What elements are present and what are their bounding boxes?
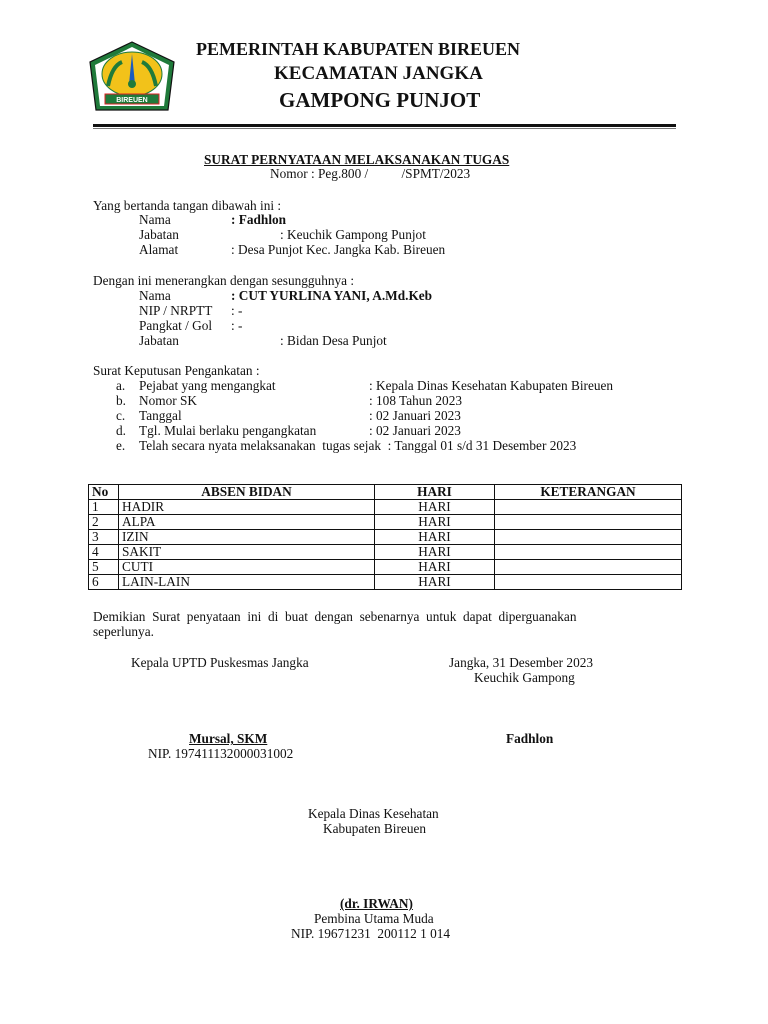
approver-nip: NIP. 19671231 200112 1 014 [291, 926, 451, 941]
attendance-table [88, 484, 682, 590]
sk-value: : 108 Tahun 2023 [369, 393, 463, 408]
sk-label: Nomor SK [139, 393, 197, 408]
approver-rank: Pembina Utama Muda [314, 911, 434, 926]
table-cell: HARI [375, 500, 495, 515]
sk-letter: b. [116, 393, 126, 408]
table-header: HARI [375, 485, 495, 500]
signer-position-label: Jabatan [139, 227, 179, 242]
subject-position-label: Jabatan [139, 333, 179, 348]
table-cell [495, 545, 682, 560]
sk-value: : 02 Januari 2023 [369, 423, 461, 438]
table-cell: 1 [89, 500, 119, 515]
table-row [89, 575, 682, 590]
approver-title: Kepala Dinas Kesehatan [308, 806, 439, 821]
table-cell [495, 560, 682, 575]
table-cell: CUTI [119, 560, 375, 575]
table-header: KETERANGAN [495, 485, 682, 500]
sk-heading: Surat Keputusan Pengankatan : [93, 363, 260, 378]
signer-address-label: Alamat [139, 242, 179, 257]
header-line1: PEMERINTAH KABUPATEN BIREUEN [196, 39, 521, 59]
sign-left-nip: NIP. 197411132000031002 [148, 746, 294, 761]
sk-value: : 02 Januari 2023 [369, 408, 461, 423]
sign-left-title: Kepala UPTD Puskesmas Jangka [131, 655, 309, 670]
header-rule-thin [93, 128, 676, 129]
table-header-row [89, 485, 682, 500]
table-cell: 3 [89, 530, 119, 545]
table-cell: 6 [89, 575, 119, 590]
sk-letter: d. [116, 423, 126, 438]
subject-name-label: Nama [139, 288, 171, 303]
sk-letter: a. [116, 378, 126, 393]
intro-subject: Dengan ini menerangkan dengan sesungguhnya : [93, 273, 355, 288]
table-row [89, 530, 682, 545]
approver-title-region: Kabupaten Bireuen [323, 821, 427, 836]
sk-label: Pejabat yang mengangkat [139, 378, 276, 393]
sk-letter: e. [116, 438, 126, 453]
table-cell: 2 [89, 515, 119, 530]
table-cell: HADIR [119, 500, 375, 515]
table-cell: LAIN-LAIN [119, 575, 375, 590]
sk-label: Telah secara nyata melaksanakan tugas sejak : Tanggal 01 s/d 31 Desember 2023 [139, 438, 577, 453]
sk-label: Tgl. Mulai berlaku pengangkatan [139, 423, 317, 438]
header-rule [93, 124, 676, 127]
document-number: Nomor : Peg.800 / /SPMT/2023 [270, 166, 471, 181]
closing-paragraph-end: seperlunya. [93, 624, 154, 639]
header-line3: GAMPONG PUNJOT [279, 88, 481, 112]
table-cell [495, 515, 682, 530]
table-cell: HARI [375, 545, 495, 560]
table-cell: HARI [375, 515, 495, 530]
table-cell: IZIN [119, 530, 375, 545]
signer-name-value: : Fadhlon [231, 212, 287, 227]
sign-left-name: Mursal, SKM [189, 731, 268, 746]
table-cell: 5 [89, 560, 119, 575]
table-cell: ALPA [119, 515, 375, 530]
logo-text: BIREUEN [116, 97, 148, 104]
document-title: SURAT PERNYATAAN MELAKSANAKAN TUGAS [204, 152, 510, 167]
subject-rank-value: : - [231, 318, 243, 333]
signer-address-value: : Desa Punjot Kec. Jangka Kab. Bireuen [231, 242, 446, 257]
subject-nip-label: NIP / NRPTT [139, 303, 213, 318]
table-cell [495, 530, 682, 545]
subject-name-value: : CUT YURLINA YANI, A.Md.Keb [231, 288, 433, 303]
table-row [89, 560, 682, 575]
sk-label: Tanggal [139, 408, 182, 423]
sk-letter: c. [116, 408, 126, 423]
table-cell: HARI [375, 530, 495, 545]
sign-right-name: Fadhlon [506, 731, 554, 746]
table-cell: SAKIT [119, 545, 375, 560]
bireuen-logo [88, 40, 176, 114]
table-row [89, 500, 682, 515]
header-line2: KECAMATAN JANGKA [274, 63, 483, 84]
subject-rank-label: Pangkat / Gol [139, 318, 213, 333]
sk-value: : Kepala Dinas Kesehatan Kabupaten Bireuen [369, 378, 614, 393]
table-cell: 4 [89, 545, 119, 560]
closing-paragraph: Demikian Surat penyataan ini di buat dengan sebenarnya untuk dapat diperguanakan [93, 609, 577, 624]
subject-position-value: : Bidan Desa Punjot [280, 333, 387, 348]
sign-right-date: Jangka, 31 Desember 2023 [449, 655, 594, 670]
table-header: ABSEN BIDAN [119, 485, 375, 500]
table-row [89, 515, 682, 530]
subject-nip-value: : - [231, 303, 243, 318]
table-header: No [89, 485, 119, 500]
approver-name: (dr. IRWAN) [340, 896, 413, 911]
intro-signer: Yang bertanda tangan dibawah ini : [93, 198, 282, 213]
table-cell [495, 500, 682, 515]
sign-right-title: Keuchik Gampong [474, 670, 575, 685]
signer-name-label: Nama [139, 212, 171, 227]
table-cell: HARI [375, 560, 495, 575]
table-cell: HARI [375, 575, 495, 590]
table-cell [495, 575, 682, 590]
table-row [89, 545, 682, 560]
signer-position-value: : Keuchik Gampong Punjot [280, 227, 426, 242]
